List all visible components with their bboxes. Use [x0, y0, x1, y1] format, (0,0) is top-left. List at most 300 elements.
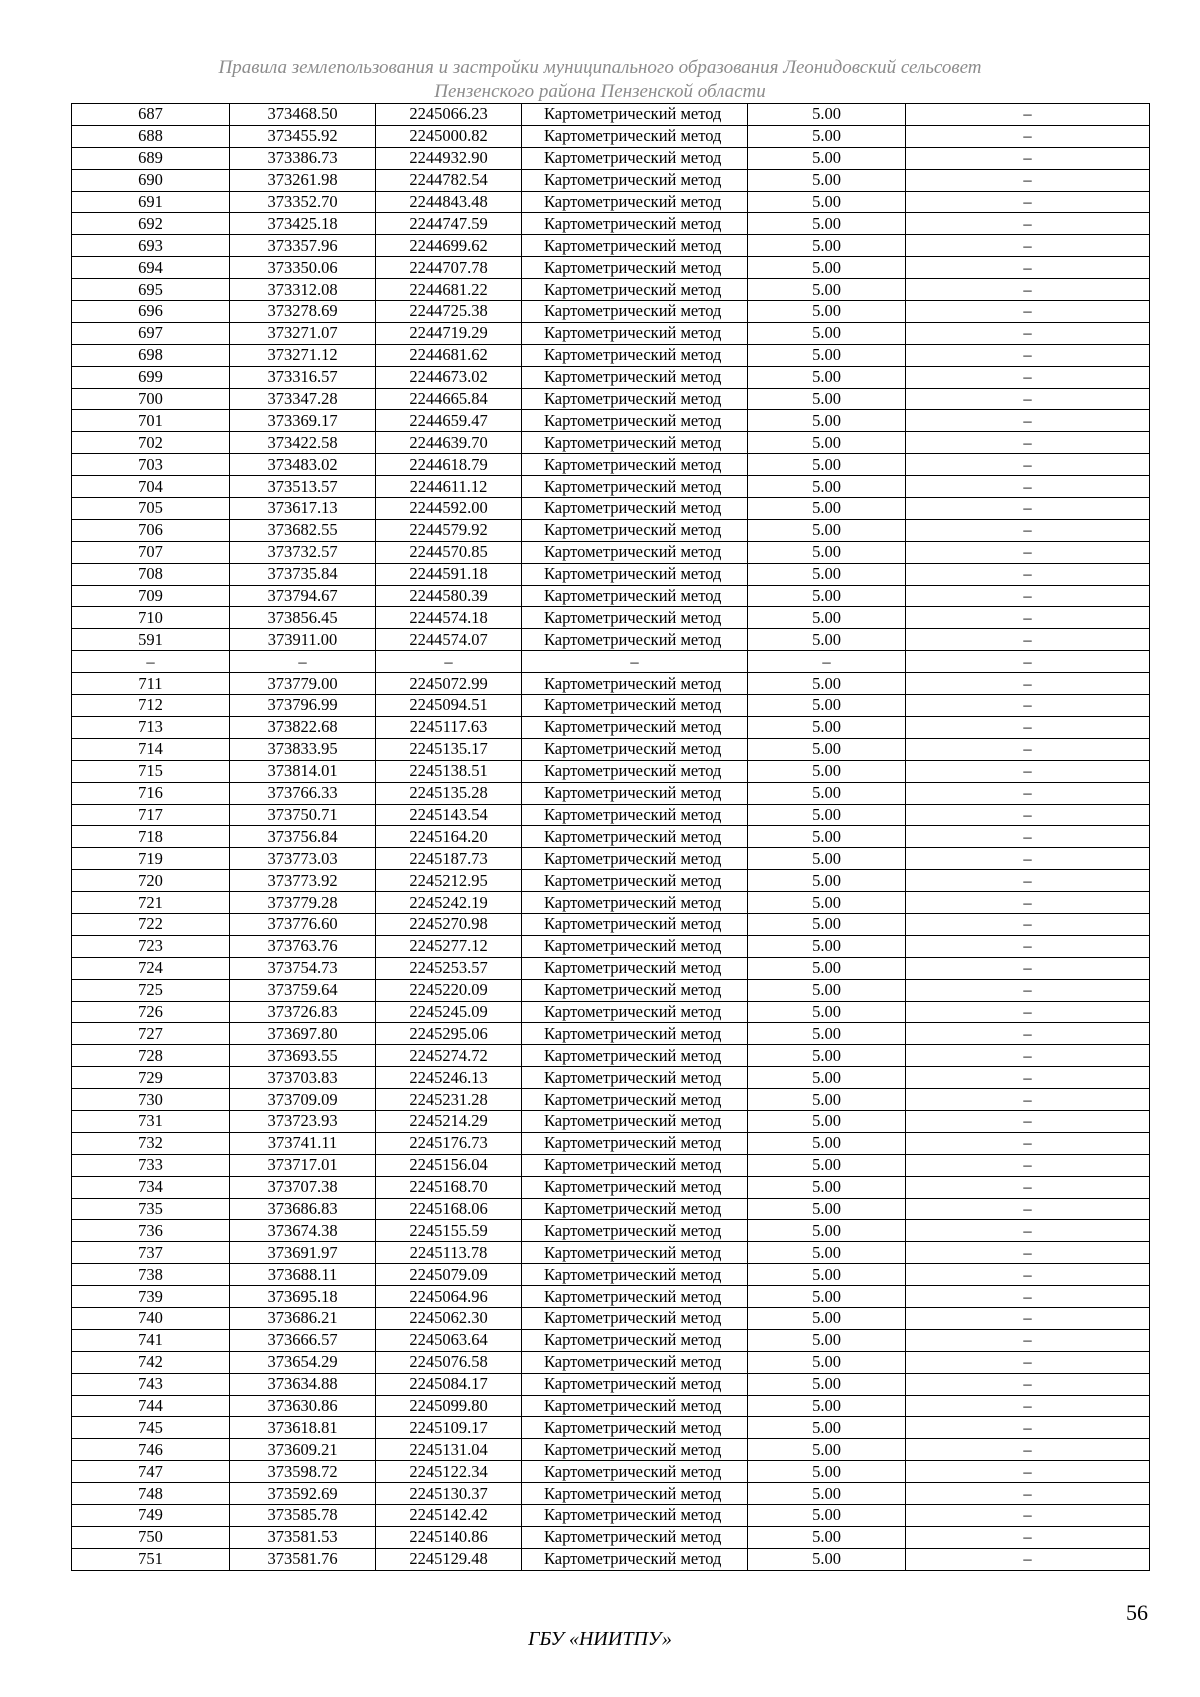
- x-coordinate-cell: 373779.28: [230, 892, 376, 914]
- y-coordinate-cell: 2244681.22: [376, 279, 522, 301]
- page-header: [0, 56, 1200, 104]
- accuracy-cell: 5.00: [748, 1132, 906, 1154]
- point-number-cell: 693: [72, 235, 230, 257]
- x-coordinate-cell: 373911.00: [230, 629, 376, 651]
- x-coordinate-cell: 373822.68: [230, 716, 376, 738]
- method-cell: Картометрический метод: [522, 1176, 748, 1198]
- y-coordinate-cell: 2245122.34: [376, 1461, 522, 1483]
- y-coordinate-cell: 2245168.06: [376, 1198, 522, 1220]
- method-cell: Картометрический метод: [522, 125, 748, 147]
- header-title-line-2: Пензенского района Пензенской области: [434, 81, 766, 102]
- y-coordinate-cell: 2245072.99: [376, 673, 522, 695]
- accuracy-cell: 5.00: [748, 1483, 906, 1505]
- table-row: [72, 1110, 1150, 1132]
- x-coordinate-cell: 373794.67: [230, 585, 376, 607]
- point-number-cell: 729: [72, 1067, 230, 1089]
- description-cell: –: [906, 607, 1150, 629]
- y-coordinate-cell: 2244580.39: [376, 585, 522, 607]
- method-cell: Картометрический метод: [522, 1439, 748, 1461]
- y-coordinate-cell: 2244843.48: [376, 191, 522, 213]
- method-cell: Картометрический метод: [522, 541, 748, 563]
- x-coordinate-cell: 373352.70: [230, 191, 376, 213]
- point-number-cell: 745: [72, 1417, 230, 1439]
- table-row: [72, 1220, 1150, 1242]
- y-coordinate-cell: 2245220.09: [376, 979, 522, 1001]
- description-cell: –: [906, 1526, 1150, 1548]
- y-coordinate-cell: 2244639.70: [376, 432, 522, 454]
- x-coordinate-cell: 373312.08: [230, 279, 376, 301]
- y-coordinate-cell: 2245135.28: [376, 782, 522, 804]
- accuracy-cell: 5.00: [748, 870, 906, 892]
- method-cell: Картометрический метод: [522, 498, 748, 520]
- x-coordinate-cell: 373833.95: [230, 738, 376, 760]
- point-number-cell: 744: [72, 1395, 230, 1417]
- description-cell: –: [906, 892, 1150, 914]
- method-cell: Картометрический метод: [522, 322, 748, 344]
- table-row: [72, 476, 1150, 498]
- table-row: [72, 738, 1150, 760]
- accuracy-cell: 5.00: [748, 169, 906, 191]
- x-coordinate-cell: 373581.53: [230, 1526, 376, 1548]
- method-cell: Картометрический метод: [522, 213, 748, 235]
- accuracy-cell: 5.00: [748, 607, 906, 629]
- accuracy-cell: 5.00: [748, 716, 906, 738]
- description-cell: –: [906, 191, 1150, 213]
- x-coordinate-cell: 373796.99: [230, 695, 376, 717]
- y-coordinate-cell: 2244574.07: [376, 629, 522, 651]
- method-cell: Картометрический метод: [522, 1089, 748, 1111]
- method-cell: Картометрический метод: [522, 1198, 748, 1220]
- y-coordinate-cell: 2245131.04: [376, 1439, 522, 1461]
- x-coordinate-cell: 373707.38: [230, 1176, 376, 1198]
- x-coordinate-cell: 373630.86: [230, 1395, 376, 1417]
- point-number-cell: 733: [72, 1154, 230, 1176]
- y-coordinate-cell: 2244591.18: [376, 563, 522, 585]
- y-coordinate-cell: 2245113.78: [376, 1242, 522, 1264]
- description-cell: –: [906, 782, 1150, 804]
- table-row: [72, 826, 1150, 848]
- table-row: [72, 1067, 1150, 1089]
- accuracy-cell: 5.00: [748, 585, 906, 607]
- table-row: [72, 1439, 1150, 1461]
- description-cell: –: [906, 388, 1150, 410]
- x-coordinate-cell: 373691.97: [230, 1242, 376, 1264]
- y-coordinate-cell: 2245079.09: [376, 1264, 522, 1286]
- y-coordinate-cell: 2244574.18: [376, 607, 522, 629]
- table-row: [72, 1351, 1150, 1373]
- method-cell: Картометрический метод: [522, 1023, 748, 1045]
- y-coordinate-cell: 2245214.29: [376, 1110, 522, 1132]
- accuracy-cell: 5.00: [748, 541, 906, 563]
- x-coordinate-cell: 373271.07: [230, 322, 376, 344]
- table-row: [72, 410, 1150, 432]
- y-coordinate-cell: 2245129.48: [376, 1548, 522, 1570]
- point-number-cell: 735: [72, 1198, 230, 1220]
- method-cell: Картометрический метод: [522, 1373, 748, 1395]
- method-cell: Картометрический метод: [522, 1395, 748, 1417]
- table-row: [72, 1461, 1150, 1483]
- y-coordinate-cell: 2245274.72: [376, 1045, 522, 1067]
- y-coordinate-cell: 2245140.86: [376, 1526, 522, 1548]
- x-coordinate-cell: 373278.69: [230, 301, 376, 323]
- point-number-cell: 717: [72, 804, 230, 826]
- method-cell: Картометрический метод: [522, 629, 748, 651]
- table-row: [72, 498, 1150, 520]
- table-row: [72, 169, 1150, 191]
- accuracy-cell: 5.00: [748, 213, 906, 235]
- method-cell: Картометрический метод: [522, 782, 748, 804]
- y-coordinate-cell: 2245135.17: [376, 738, 522, 760]
- description-cell: –: [906, 1417, 1150, 1439]
- description-cell: –: [906, 1001, 1150, 1023]
- description-cell: –: [906, 760, 1150, 782]
- accuracy-cell: 5.00: [748, 563, 906, 585]
- y-coordinate-cell: 2244570.85: [376, 541, 522, 563]
- method-cell: Картометрический метод: [522, 1264, 748, 1286]
- description-cell: –: [906, 1067, 1150, 1089]
- description-cell: –: [906, 826, 1150, 848]
- point-number-cell: 727: [72, 1023, 230, 1045]
- method-cell: Картометрический метод: [522, 1045, 748, 1067]
- x-coordinate-cell: 373581.76: [230, 1548, 376, 1570]
- table-row: [72, 541, 1150, 563]
- method-cell: Картометрический метод: [522, 870, 748, 892]
- method-cell: Картометрический метод: [522, 432, 748, 454]
- x-coordinate-cell: 373618.81: [230, 1417, 376, 1439]
- x-coordinate-cell: 373741.11: [230, 1132, 376, 1154]
- accuracy-cell: 5.00: [748, 1045, 906, 1067]
- accuracy-cell: 5.00: [748, 388, 906, 410]
- point-number-cell: 716: [72, 782, 230, 804]
- description-cell: –: [906, 366, 1150, 388]
- point-number-cell: 708: [72, 563, 230, 585]
- accuracy-cell: 5.00: [748, 191, 906, 213]
- y-coordinate-cell: 2245066.23: [376, 104, 522, 126]
- x-coordinate-cell: 373666.57: [230, 1329, 376, 1351]
- method-cell: Картометрический метод: [522, 344, 748, 366]
- table-row: [72, 1176, 1150, 1198]
- x-coordinate-cell: 373682.55: [230, 519, 376, 541]
- x-coordinate-cell: 373756.84: [230, 826, 376, 848]
- accuracy-cell: 5.00: [748, 760, 906, 782]
- accuracy-cell: 5.00: [748, 1067, 906, 1089]
- table-row: [72, 1548, 1150, 1570]
- description-cell: –: [906, 454, 1150, 476]
- x-coordinate-cell: 373347.28: [230, 388, 376, 410]
- x-coordinate-cell: 373759.64: [230, 979, 376, 1001]
- table-row: [72, 804, 1150, 826]
- point-number-cell: 749: [72, 1505, 230, 1527]
- x-coordinate-cell: 373483.02: [230, 454, 376, 476]
- description-cell: –: [906, 1548, 1150, 1570]
- point-number-cell: 751: [72, 1548, 230, 1570]
- accuracy-cell: 5.00: [748, 892, 906, 914]
- description-cell: –: [906, 541, 1150, 563]
- point-number-cell: 742: [72, 1351, 230, 1373]
- table-row: [72, 629, 1150, 651]
- x-coordinate-cell: 373709.09: [230, 1089, 376, 1111]
- table-row: [72, 1242, 1150, 1264]
- method-cell: Картометрический метод: [522, 1286, 748, 1308]
- accuracy-cell: 5.00: [748, 629, 906, 651]
- method-cell: Картометрический метод: [522, 716, 748, 738]
- method-cell: Картометрический метод: [522, 585, 748, 607]
- description-cell: –: [906, 1439, 1150, 1461]
- y-coordinate-cell: 2245117.63: [376, 716, 522, 738]
- accuracy-cell: 5.00: [748, 1439, 906, 1461]
- table-row: [72, 1089, 1150, 1111]
- accuracy-cell: 5.00: [748, 848, 906, 870]
- description-cell: –: [906, 1286, 1150, 1308]
- x-coordinate-cell: 373316.57: [230, 366, 376, 388]
- y-coordinate-cell: 2245062.30: [376, 1307, 522, 1329]
- point-number-cell: 731: [72, 1110, 230, 1132]
- point-number-cell: 739: [72, 1286, 230, 1308]
- point-number-cell: 704: [72, 476, 230, 498]
- method-cell: Картометрический метод: [522, 1526, 748, 1548]
- x-coordinate-cell: 373386.73: [230, 147, 376, 169]
- point-number-cell: 734: [72, 1176, 230, 1198]
- point-number-cell: 747: [72, 1461, 230, 1483]
- y-coordinate-cell: 2245245.09: [376, 1001, 522, 1023]
- y-coordinate-cell: 2244719.29: [376, 322, 522, 344]
- x-coordinate-cell: 373592.69: [230, 1483, 376, 1505]
- x-coordinate-cell: 373598.72: [230, 1461, 376, 1483]
- table-row: [72, 213, 1150, 235]
- accuracy-cell: 5.00: [748, 1176, 906, 1198]
- point-number-cell: 688: [72, 125, 230, 147]
- table-row: [72, 651, 1150, 673]
- x-coordinate-cell: 373856.45: [230, 607, 376, 629]
- point-number-cell: 706: [72, 519, 230, 541]
- y-coordinate-cell: 2244932.90: [376, 147, 522, 169]
- y-coordinate-cell: 2245277.12: [376, 935, 522, 957]
- point-number-cell: 705: [72, 498, 230, 520]
- description-cell: –: [906, 738, 1150, 760]
- point-number-cell: 713: [72, 716, 230, 738]
- table-row: [72, 957, 1150, 979]
- table-row: [72, 104, 1150, 126]
- footer-organization: ГБУ «НИИТПУ»: [528, 1628, 672, 1650]
- point-number-cell: 741: [72, 1329, 230, 1351]
- point-number-cell: 703: [72, 454, 230, 476]
- description-cell: –: [906, 1373, 1150, 1395]
- description-cell: –: [906, 651, 1150, 673]
- accuracy-cell: 5.00: [748, 1307, 906, 1329]
- description-cell: –: [906, 169, 1150, 191]
- accuracy-cell: 5.00: [748, 826, 906, 848]
- y-coordinate-cell: 2245253.57: [376, 957, 522, 979]
- description-cell: –: [906, 410, 1150, 432]
- y-coordinate-cell: 2244618.79: [376, 454, 522, 476]
- point-number-cell: 687: [72, 104, 230, 126]
- table-row: [72, 782, 1150, 804]
- y-coordinate-cell: 2244699.62: [376, 235, 522, 257]
- x-coordinate-cell: 373726.83: [230, 1001, 376, 1023]
- x-coordinate-cell: 373686.83: [230, 1198, 376, 1220]
- table-row: [72, 147, 1150, 169]
- x-coordinate-cell: –: [230, 651, 376, 673]
- table-row: [72, 279, 1150, 301]
- table-row: [72, 935, 1150, 957]
- point-number-cell: 722: [72, 913, 230, 935]
- x-coordinate-cell: 373717.01: [230, 1154, 376, 1176]
- description-cell: –: [906, 1220, 1150, 1242]
- point-number-cell: 699: [72, 366, 230, 388]
- x-coordinate-cell: 373732.57: [230, 541, 376, 563]
- point-number-cell: 738: [72, 1264, 230, 1286]
- y-coordinate-cell: 2245142.42: [376, 1505, 522, 1527]
- x-coordinate-cell: 373688.11: [230, 1264, 376, 1286]
- accuracy-cell: 5.00: [748, 476, 906, 498]
- accuracy-cell: 5.00: [748, 979, 906, 1001]
- point-number-cell: 750: [72, 1526, 230, 1548]
- y-coordinate-cell: 2244725.38: [376, 301, 522, 323]
- y-coordinate-cell: 2245212.95: [376, 870, 522, 892]
- accuracy-cell: 5.00: [748, 1351, 906, 1373]
- description-cell: –: [906, 1154, 1150, 1176]
- point-number-cell: 692: [72, 213, 230, 235]
- coordinates-table: [71, 103, 1150, 1571]
- table-row: [72, 607, 1150, 629]
- point-number-cell: 697: [72, 322, 230, 344]
- method-cell: Картометрический метод: [522, 1154, 748, 1176]
- method-cell: Картометрический метод: [522, 760, 748, 782]
- description-cell: –: [906, 979, 1150, 1001]
- coordinates-table-body: [72, 104, 1150, 1571]
- accuracy-cell: 5.00: [748, 1264, 906, 1286]
- x-coordinate-cell: 373350.06: [230, 257, 376, 279]
- point-number-cell: 690: [72, 169, 230, 191]
- x-coordinate-cell: 373271.12: [230, 344, 376, 366]
- description-cell: –: [906, 585, 1150, 607]
- method-cell: Картометрический метод: [522, 1417, 748, 1439]
- point-number-cell: 707: [72, 541, 230, 563]
- y-coordinate-cell: 2245094.51: [376, 695, 522, 717]
- description-cell: –: [906, 1242, 1150, 1264]
- table-row: [72, 1483, 1150, 1505]
- accuracy-cell: 5.00: [748, 235, 906, 257]
- accuracy-cell: –: [748, 651, 906, 673]
- point-number-cell: 691: [72, 191, 230, 213]
- method-cell: Картометрический метод: [522, 673, 748, 695]
- table-row: [72, 1307, 1150, 1329]
- description-cell: –: [906, 104, 1150, 126]
- method-cell: Картометрический метод: [522, 1220, 748, 1242]
- y-coordinate-cell: 2245143.54: [376, 804, 522, 826]
- description-cell: –: [906, 301, 1150, 323]
- point-number-cell: 701: [72, 410, 230, 432]
- point-number-cell: 746: [72, 1439, 230, 1461]
- description-cell: –: [906, 519, 1150, 541]
- x-coordinate-cell: 373754.73: [230, 957, 376, 979]
- method-cell: Картометрический метод: [522, 1505, 748, 1527]
- description-cell: –: [906, 322, 1150, 344]
- method-cell: Картометрический метод: [522, 454, 748, 476]
- x-coordinate-cell: 373693.55: [230, 1045, 376, 1067]
- description-cell: –: [906, 1110, 1150, 1132]
- y-coordinate-cell: 2245084.17: [376, 1373, 522, 1395]
- table-row: [72, 1045, 1150, 1067]
- method-cell: Картометрический метод: [522, 563, 748, 585]
- description-cell: –: [906, 147, 1150, 169]
- method-cell: Картометрический метод: [522, 1461, 748, 1483]
- method-cell: Картометрический метод: [522, 1307, 748, 1329]
- method-cell: Картометрический метод: [522, 848, 748, 870]
- description-cell: –: [906, 913, 1150, 935]
- accuracy-cell: 5.00: [748, 519, 906, 541]
- table-row: [72, 892, 1150, 914]
- point-number-cell: 726: [72, 1001, 230, 1023]
- accuracy-cell: 5.00: [748, 913, 906, 935]
- table-row: [72, 454, 1150, 476]
- accuracy-cell: 5.00: [748, 432, 906, 454]
- table-row: [72, 760, 1150, 782]
- table-row: [72, 1505, 1150, 1527]
- table-row: [72, 1264, 1150, 1286]
- y-coordinate-cell: 2245164.20: [376, 826, 522, 848]
- accuracy-cell: 5.00: [748, 957, 906, 979]
- description-cell: –: [906, 935, 1150, 957]
- table-row: [72, 257, 1150, 279]
- y-coordinate-cell: 2245109.17: [376, 1417, 522, 1439]
- accuracy-cell: 5.00: [748, 454, 906, 476]
- y-coordinate-cell: 2245176.73: [376, 1132, 522, 1154]
- description-cell: –: [906, 279, 1150, 301]
- description-cell: –: [906, 563, 1150, 585]
- accuracy-cell: 5.00: [748, 1373, 906, 1395]
- method-cell: Картометрический метод: [522, 191, 748, 213]
- description-cell: –: [906, 476, 1150, 498]
- table-row: [72, 1198, 1150, 1220]
- point-number-cell: 730: [72, 1089, 230, 1111]
- accuracy-cell: 5.00: [748, 1329, 906, 1351]
- x-coordinate-cell: 373585.78: [230, 1505, 376, 1527]
- y-coordinate-cell: 2244707.78: [376, 257, 522, 279]
- accuracy-cell: 5.00: [748, 1286, 906, 1308]
- method-cell: Картометрический метод: [522, 738, 748, 760]
- x-coordinate-cell: 373776.60: [230, 913, 376, 935]
- point-number-cell: 720: [72, 870, 230, 892]
- description-cell: –: [906, 235, 1150, 257]
- point-number-cell: 689: [72, 147, 230, 169]
- description-cell: –: [906, 1329, 1150, 1351]
- x-coordinate-cell: 373695.18: [230, 1286, 376, 1308]
- method-cell: Картометрический метод: [522, 1001, 748, 1023]
- method-cell: Картометрический метод: [522, 410, 748, 432]
- accuracy-cell: 5.00: [748, 1417, 906, 1439]
- description-cell: –: [906, 1351, 1150, 1373]
- point-number-cell: 719: [72, 848, 230, 870]
- method-cell: Картометрический метод: [522, 1110, 748, 1132]
- point-number-cell: 743: [72, 1373, 230, 1395]
- y-coordinate-cell: 2245000.82: [376, 125, 522, 147]
- description-cell: –: [906, 1023, 1150, 1045]
- table-row: [72, 848, 1150, 870]
- method-cell: Картометрический метод: [522, 388, 748, 410]
- method-cell: Картометрический метод: [522, 257, 748, 279]
- y-coordinate-cell: 2244592.00: [376, 498, 522, 520]
- y-coordinate-cell: 2244747.59: [376, 213, 522, 235]
- method-cell: Картометрический метод: [522, 935, 748, 957]
- accuracy-cell: 5.00: [748, 257, 906, 279]
- accuracy-cell: 5.00: [748, 1198, 906, 1220]
- description-cell: –: [906, 498, 1150, 520]
- point-number-cell: 714: [72, 738, 230, 760]
- method-cell: Картометрический метод: [522, 476, 748, 498]
- table-row: [72, 1417, 1150, 1439]
- accuracy-cell: 5.00: [748, 322, 906, 344]
